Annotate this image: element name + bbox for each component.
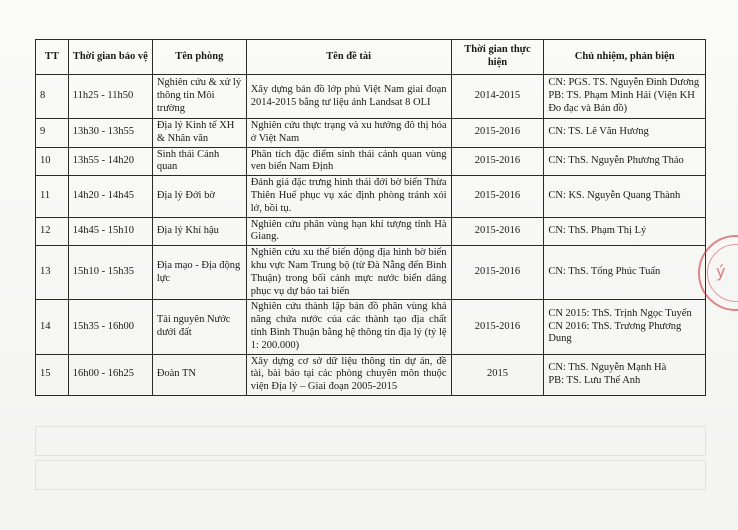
cell-chair <box>544 176 706 217</box>
cell-time: 15h35 - 16h00 <box>68 300 152 354</box>
cell-tt: 10 <box>36 147 69 176</box>
cell-chair <box>544 217 706 246</box>
cell-time: 16h00 - 16h25 <box>68 354 152 395</box>
cell-topic: Nghiên cứu thành lập bản đồ phân vùng khả năng chứa nước của các thành tạo địa chất tỉnh Bình Thuận bằng hệ thông tin địa lý (tỷ lệ 1: 200.000) <box>246 300 451 354</box>
header-topic: Tên đề tài <box>246 40 451 75</box>
cell-chair <box>544 75 706 119</box>
cell-time: 13h55 - 14h20 <box>68 147 152 176</box>
cell-time: 15h10 - 15h35 <box>68 246 152 300</box>
cell-room: Nghiên cứu & xử lý thông tin Môi trường <box>152 75 246 119</box>
cell-chair <box>544 300 706 354</box>
cell-period: 2015-2016 <box>451 246 544 300</box>
chair-line: PB: TS. Phạm Minh Hải (Viện KH Đo đạc và Bản đồ) <box>548 90 695 114</box>
cell-tt: 14 <box>36 300 69 354</box>
cell-topic: Phân tích đặc điểm sinh thái cảnh quan vùng ven biển Nam Định <box>246 147 451 176</box>
cell-tt: 9 <box>36 119 69 148</box>
cell-room: Tài nguyên Nước dưới đất <box>152 300 246 354</box>
cell-period: 2015-2016 <box>451 119 544 148</box>
table-row <box>36 300 706 354</box>
table-row <box>36 75 706 119</box>
cell-tt: 13 <box>36 246 69 300</box>
cell-room: Địa lý Đới bờ <box>152 176 246 217</box>
chair-line: CN: PGS. TS. Nguyễn Đình Dương <box>548 77 700 89</box>
table-row <box>36 246 706 300</box>
bleed-through-ghost <box>35 422 706 512</box>
chair-line: CN 2015: ThS. Trịnh Ngọc Tuyến <box>548 307 692 319</box>
cell-tt: 12 <box>36 217 69 246</box>
cell-chair <box>544 354 706 395</box>
cell-room: Địa lý Khí hậu <box>152 217 246 246</box>
table-row <box>36 176 706 217</box>
chair-line: PB: TS. Lưu Thế Anh <box>548 374 641 386</box>
chair-line: CN: ThS. Tống Phúc Tuấn <box>548 266 661 278</box>
cell-room: Địa lý Kinh tế XH & Nhân văn <box>152 119 246 148</box>
chair-line: CN: ThS. Nguyễn Phương Thảo <box>548 154 684 166</box>
cell-period: 2015-2016 <box>451 217 544 246</box>
cell-period: 2015-2016 <box>451 147 544 176</box>
cell-tt: 15 <box>36 354 69 395</box>
chair-line: CN: ThS. Nguyễn Mạnh Hà <box>548 361 667 373</box>
header-period: Thời gian thực hiện <box>451 40 544 75</box>
cell-chair <box>544 119 706 148</box>
cell-period: 2014-2015 <box>451 75 544 119</box>
table-row <box>36 119 706 148</box>
stamp-signature-mark: ý <box>716 262 726 281</box>
cell-chair <box>544 147 706 176</box>
chair-line: CN 2016: ThS. Trương Phương Dung <box>548 320 682 345</box>
cell-topic: Xây dựng bản đồ lớp phủ Việt Nam giai đoạn 2014-2015 bằng tư liệu ảnh Landsat 8 OLI <box>246 75 451 119</box>
header-room: Tên phòng <box>152 40 246 75</box>
cell-room: Địa mạo - Địa động lực <box>152 246 246 300</box>
cell-topic: Nghiên cứu thực trạng và xu hướng đô thị hóa ở Việt Nam <box>246 119 451 148</box>
table-row <box>36 217 706 246</box>
cell-time: 11h25 - 11h50 <box>68 75 152 119</box>
cell-period: 2015 <box>451 354 544 395</box>
cell-topic: Xây dựng cơ sở dữ liệu thông tin dự án, đề tài, bài báo tại các phòng chuyên môn thuộc viện Địa lý – Giai đoạn 2005-2015 <box>246 354 451 395</box>
cell-time: 14h20 - 14h45 <box>68 176 152 217</box>
chair-line: CN: KS. Nguyễn Quang Thành <box>548 189 681 201</box>
cell-room: Sinh thái Cảnh quan <box>152 147 246 176</box>
header-time: Thời gian bảo vệ <box>68 40 152 75</box>
cell-tt: 8 <box>36 75 69 119</box>
cell-time: 13h30 - 13h55 <box>68 119 152 148</box>
cell-time: 14h45 - 15h10 <box>68 217 152 246</box>
cell-room: Đoàn TN <box>152 354 246 395</box>
table-row <box>36 147 706 176</box>
table-row <box>36 354 706 395</box>
cell-period: 2015-2016 <box>451 300 544 354</box>
chair-line: CN: TS. Lê Văn Hương <box>548 126 649 138</box>
header-tt: TT <box>36 40 69 75</box>
cell-topic: Nghiên cứu phân vùng hạn khí tượng tỉnh Hà Giang. <box>246 217 451 246</box>
chair-line: CN: ThS. Phạm Thị Lý <box>548 224 647 236</box>
table-header-row <box>36 40 706 75</box>
header-chair: Chủ nhiệm, phản biện <box>544 40 706 75</box>
table-body <box>36 75 706 396</box>
defense-schedule-table <box>35 39 706 396</box>
cell-period: 2015-2016 <box>451 176 544 217</box>
cell-topic: Nghiên cứu xu thế biến động địa hình bờ biển khu vực Nam Trung bộ (từ Đà Nẵng đến Bình Thuận) trong bối cảnh mực nước biển dâng phục vụ dự báo tai biến <box>246 246 451 300</box>
cell-chair <box>544 246 706 300</box>
cell-tt: 11 <box>36 176 69 217</box>
cell-topic: Đánh giá đặc trưng hình thái đới bờ biển Thừa Thiên Huế phục vụ xác định phòng tránh xói lở, bồi tụ. <box>246 176 451 217</box>
